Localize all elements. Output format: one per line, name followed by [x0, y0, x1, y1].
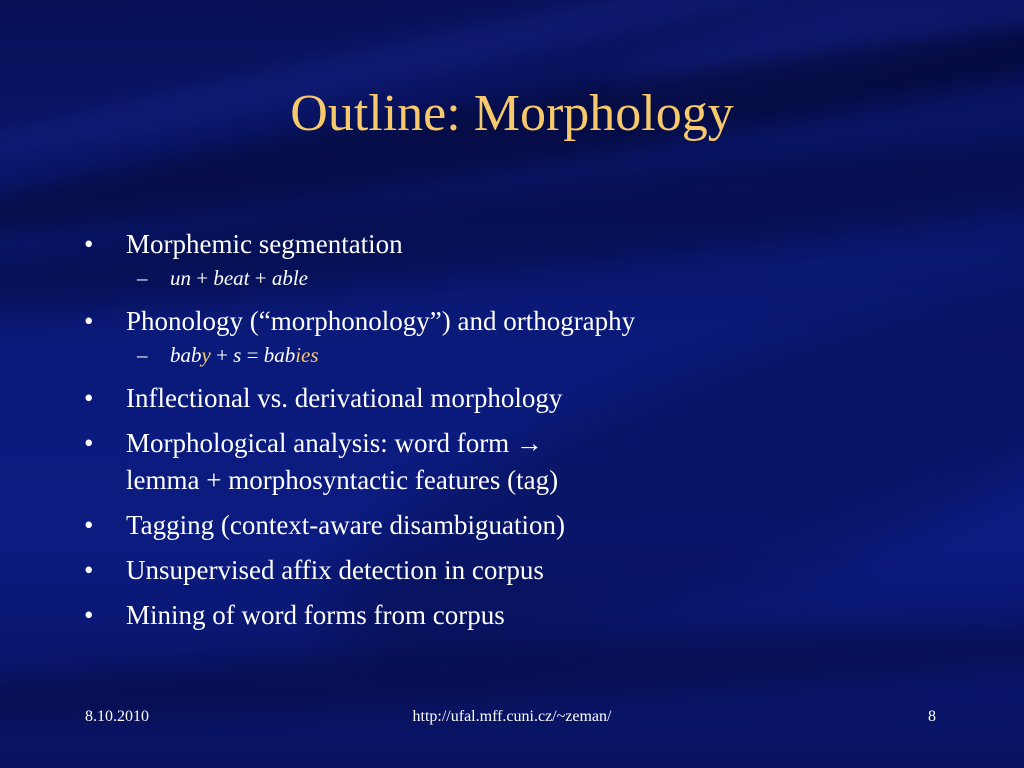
morph-able: able — [271, 266, 308, 290]
sub-item — [84, 342, 984, 368]
morph-un: un — [170, 266, 191, 290]
bullet-icon: • — [84, 428, 94, 458]
bullet-list — [84, 226, 984, 642]
bullet-icon: • — [84, 229, 94, 259]
item-text-line1: Morphological analysis: word form → — [126, 428, 543, 458]
item-text: Phonology (“morphonology”) and orthography — [126, 306, 636, 336]
item-text: Tagging (context-aware disambiguation) — [126, 510, 565, 540]
footer-date: 8.10.2010 — [85, 708, 149, 725]
list-item — [84, 597, 984, 634]
plus-sign: + — [216, 343, 228, 367]
bullet-icon: • — [84, 383, 94, 413]
slide-title: Outline: Morphology — [290, 85, 734, 142]
plus-sign: + — [254, 266, 267, 290]
list-item — [84, 552, 984, 589]
sub-item — [84, 265, 984, 291]
list-item — [84, 303, 984, 340]
item-text: Mining of word forms from corpus — [126, 600, 505, 630]
bullet-icon: • — [84, 510, 94, 540]
bullet-icon: • — [84, 306, 94, 336]
list-item — [84, 507, 984, 544]
list-item — [84, 425, 984, 499]
list-item — [84, 226, 984, 263]
plus-sign: + — [196, 266, 209, 290]
item-text-line2: lemma + morphosyntactic features (tag) — [126, 465, 559, 495]
highlight-ies: ies — [295, 343, 319, 367]
bullet-icon: • — [84, 600, 94, 630]
item-text: Unsupervised affix detection in corpus — [126, 555, 544, 585]
dash-icon: – — [137, 343, 148, 367]
item-text: Inflectional vs. derivational morphology — [126, 383, 563, 413]
word-babies: babies — [263, 343, 319, 367]
bullet-icon: • — [84, 555, 94, 585]
suffix-s: s — [233, 343, 242, 367]
slide-number: 8 — [928, 708, 936, 725]
highlight-y: y — [201, 343, 211, 367]
equals-sign: = — [246, 343, 259, 367]
word-baby: baby — [170, 343, 211, 367]
dash-icon: – — [137, 266, 148, 290]
footer-url: http://ufal.mff.cuni.cz/~zeman/ — [412, 708, 612, 725]
list-item — [84, 380, 984, 417]
morph-beat: beat — [213, 266, 250, 290]
item-text: Morphemic segmentation — [126, 229, 403, 259]
